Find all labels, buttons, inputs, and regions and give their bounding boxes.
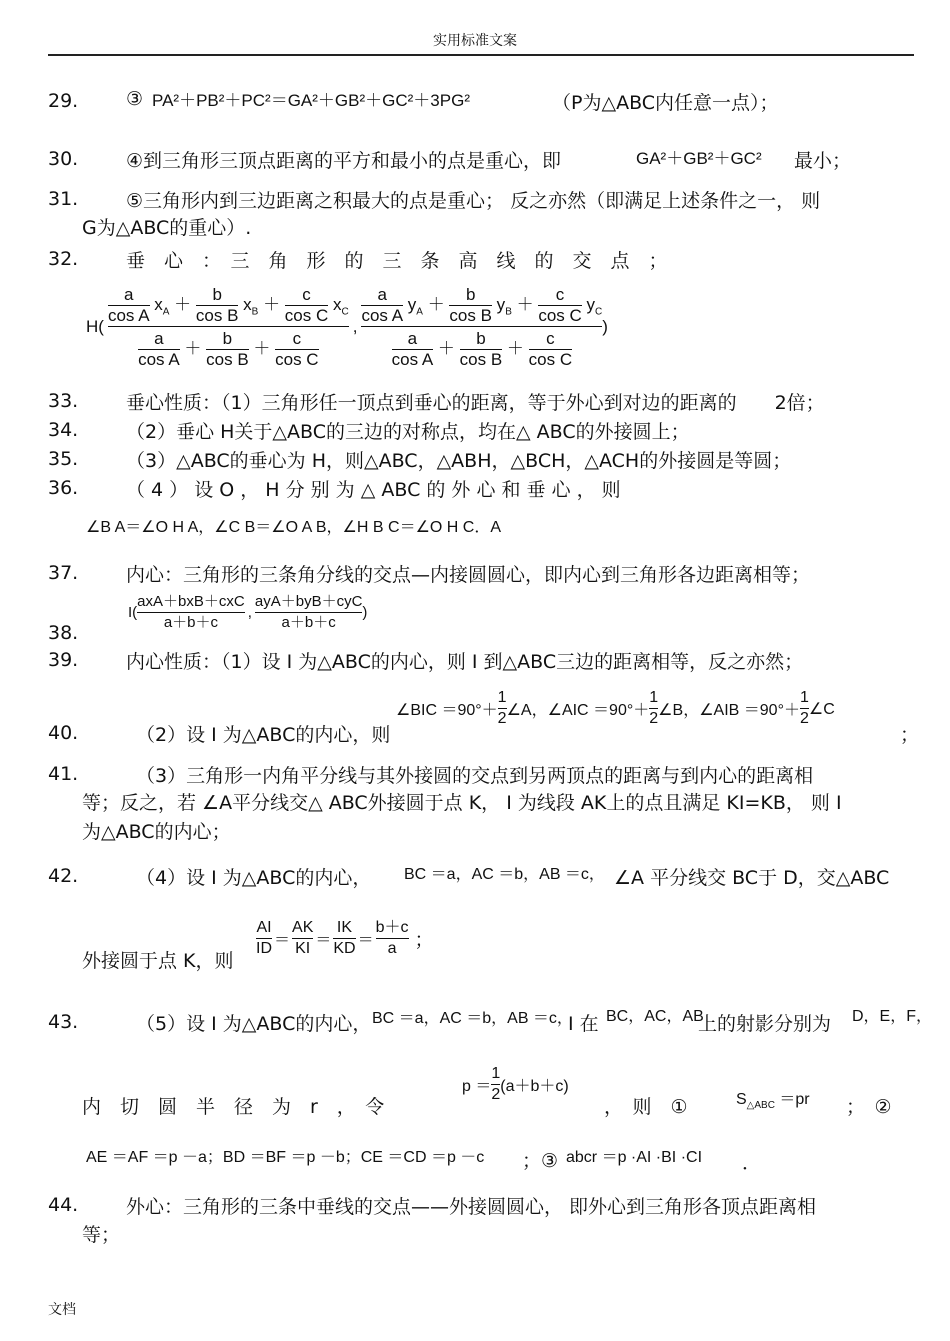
orthocenter-label: H <box>86 317 99 336</box>
page-footer: 文档 <box>48 1302 76 1318</box>
item-36-formula: ∠B A＝∠O H A，∠C B＝∠O A B，∠H B C＝∠O H C．A <box>86 519 502 536</box>
item-42-number: 42. <box>48 865 79 887</box>
item-43-text-proj: 上的射影分别为 <box>698 1013 832 1035</box>
header-rule <box>48 54 914 56</box>
item-35-text: （3）△ABC的垂心为 H，则△ABC，△ABH，△BCH，△ACH的外接圆是等圆； <box>126 450 792 472</box>
item-41-text-cont: 等；反之，若 ∠A平分线交△ ABC外接圆于点 K， I 为线段 AK上的点且满足 KI=KB， 则 I <box>82 792 842 814</box>
item-43-formula: BC ＝a，AC ＝b，AB ＝c， <box>372 1010 573 1027</box>
item-37-text: 内心：三角形的三条角分线的交点—内接圆圆心，即内心到三角形各边距离相等； <box>126 564 811 586</box>
item-33-number: 33. <box>48 390 79 412</box>
item-40-text: （2）设 I 为△ABC的内心，则 <box>136 724 391 746</box>
item-32-text: 垂 心 ： 三 角 形 的 三 条 高 线 的 交 点 ； <box>126 250 668 272</box>
item-30-formula: GA²＋GB²＋GC² <box>636 149 762 168</box>
page-header: 实用标准文案 <box>433 33 517 49</box>
item-30-text: ④到三角形三顶点距离的平方和最小的点是重心，即 <box>126 150 562 172</box>
item-40-number: 40. <box>48 722 79 744</box>
item-29-text: （P为△ABC内任意一点）； <box>552 92 779 114</box>
item-39-number: 39. <box>48 649 79 671</box>
item-43-line3: AE ＝AF ＝p －a；BD ＝BF ＝p －b；CE ＝CD ＝p －c <box>86 1149 485 1166</box>
item-43-number: 43. <box>48 1011 79 1033</box>
item-44-text-cont: 等； <box>82 1224 121 1246</box>
item-41-text: （3）三角形一内角平分线与其外接圆的交点到另两顶点的距离与到内心的距离相 <box>136 765 814 787</box>
item-34-text: （2）垂心 H关于△ABC的三边的对称点，均在△ ABC的外接圆上； <box>126 421 690 443</box>
item-41-text-end: 为△ABC的内心； <box>82 821 231 843</box>
item-42-text-cont: ∠A 平分线交 BC于 D，交△ABC <box>614 867 890 889</box>
item-40-formula: ∠BIC ＝90°＋ $\frac{1}{2}$ ∠A，∠AIC ＝90°＋ $\frac{1}{2}$ ∠B，∠AIB ＝90°＋ $\frac{1}{2}$ ∠C <box>396 689 835 727</box>
item-39-text: 内心性质：（1）设 I 为△ABC的内心，则 I 到△ABC三边的距离相等，反之亦然； <box>126 651 804 673</box>
item-44-text: 外心：三角形的三条中垂线的交点——外接圆圆心， 即外心到三角形各顶点距离相 <box>126 1196 817 1218</box>
item-36-number: 36. <box>48 477 79 499</box>
item-40-tail: ； <box>900 724 920 746</box>
item-42-ratio: $\frac{AI}{ID}$ ＝ $\frac{AK}{KI}$ ＝ $\frac{IK}{KD}$ ＝ $\frac{b+c}{a}$ ； <box>256 919 434 957</box>
item-44-number: 44. <box>48 1194 79 1216</box>
item-42-text-end: 外接圆于点 K，则 <box>82 950 234 972</box>
item-43-line2: 内 切 圆 半 径 为 r ， 令 <box>82 1096 385 1118</box>
item-37-number: 37. <box>48 562 79 584</box>
item-36-text: （ 4 ） 设 O ， H 分 别 为 △ ABC 的 外 心 和 垂 心 ， 则 <box>126 479 621 501</box>
item-43-then: ， 则 ① <box>604 1096 688 1118</box>
item-32-number: 32. <box>48 248 79 270</box>
orthocenter-formula: H ( $\frac{a}{\text{cos A}}$ $x_A$ ＋ $\frac{b}{\text{cos B}}$ $x_B$ ＋ $\frac{c}{\text{cos C}}$ $x_C$ $\frac{a}{\text{cos A}}$ ＋ $\frac{b}{\text{cos B}}$ ＋ $\frac{c}{\text{cos C}}$ , $\frac{a}{\text{cos A}}$ $y_A$ ＋ $\frac{b}{\text{cos B}}$ $y_B$ ＋ $\frac{c}{\text{cos C}}$ $y_C$ $\frac{a}{\text{cos A}}$ ＋ $\frac{b}{\text{cos B}}$ ＋ $\frac{c}{\text{cos C}}$ ) <box>86 284 608 369</box>
item-29-number: 29. <box>48 90 79 112</box>
item-38-number: 38. <box>48 622 79 644</box>
item-42-text: （4）设 I 为△ABC的内心， <box>136 867 372 889</box>
item-43-formula-points: D，E，F， <box>852 1008 933 1025</box>
item-43-text: （5）设 I 为△ABC的内心， <box>136 1013 372 1035</box>
item-43-dot: ． <box>742 1152 762 1174</box>
item-35-number: 35. <box>48 448 79 470</box>
item-30-number: 30. <box>48 148 79 170</box>
item-31-text: ⑤三角形内到三边距离之积最大的点是重心； 反之亦然（即满足上述条件之一， 则 <box>126 190 821 212</box>
incenter-label: I <box>128 604 133 621</box>
item-42-formula: BC ＝a，AC ＝b，AB ＝c， <box>404 866 605 883</box>
item-30-text-end: 最小； <box>794 150 852 172</box>
item-43-p-formula: p ＝ $\frac{1}{2}$ (a＋b＋c) <box>462 1065 569 1103</box>
item-31-number: 31. <box>48 188 79 210</box>
item-29-formula: PA²＋PB²＋PC²＝GA²＋GB²＋GC²＋3PG² <box>152 91 470 110</box>
item-31-text-cont: G为△ABC的重心）. <box>82 217 252 239</box>
item-43-semi: ； ② <box>846 1096 892 1118</box>
item-33-text: 垂心性质：（1）三角形任一顶点到垂心的距离，等于外心到对边的距离的 2倍； <box>126 392 825 414</box>
item-43-circle3: ；③ <box>522 1150 559 1172</box>
item-43-line3b: abcr ＝p ·AI ·BI ·CI <box>566 1149 703 1166</box>
item-29-circle: ③ <box>126 88 144 110</box>
item-43-text-in: I 在 <box>568 1013 599 1035</box>
item-43-formula-sides: BC，AC，AB <box>606 1008 704 1025</box>
incenter-formula: I ( $\frac{\text{axA＋bxB＋cxC}}{a+b+c}$ , $\frac{\text{ayA＋byB＋cyC}}{a+b+c}$ ) <box>128 593 368 631</box>
item-41-number: 41. <box>48 763 79 785</box>
item-43-area-formula: $S_{\triangle ABC} =pr$ <box>736 1091 810 1112</box>
item-34-number: 34. <box>48 419 79 441</box>
